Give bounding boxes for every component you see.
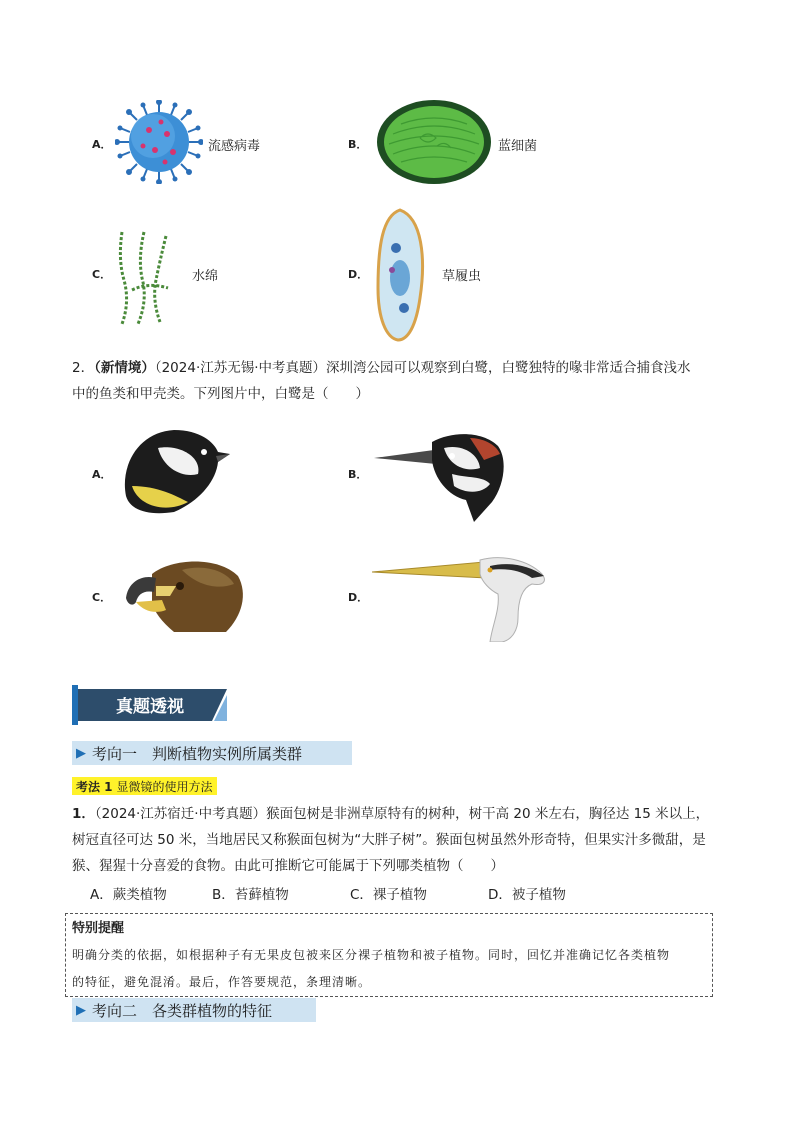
question-2-text: （2024·江苏无锡·中考真题）深圳湾公园可以观察到白鹭，白鹭独特的喙非常适合捕食浅水 (154, 360, 691, 376)
question-3-line-3: 猴、猩猩十分喜爱的食物。由此可推断它可能属于下列哪类植物（ ） (72, 858, 504, 874)
special-reminder-box (65, 913, 713, 997)
question-3-number: 1． (72, 806, 95, 822)
special-reminder-line-2: 的特征，避免混淆。最后，作答要规范，条理清晰。 (72, 975, 372, 989)
option-b-label: 蓝细菌 (498, 139, 538, 154)
question-2-number: 2． (72, 360, 95, 376)
special-reminder-line-1: 明确分类的依据，如根据种子有无果皮包被来区分裸子植物和被子植物。同时，回忆并准确记忆各类植物 (72, 948, 671, 962)
triangle-icon: ▶ (76, 1002, 86, 1018)
question-3-choices (0, 883, 794, 909)
bird-option-c-letter: C． (92, 591, 112, 604)
cyanobacteria-icon (375, 98, 493, 186)
triangle-icon: ▶ (76, 745, 86, 761)
bird-option-d-letter: D． (348, 591, 369, 604)
special-reminder-text (72, 942, 708, 996)
option-a-label: 流感病毒 (208, 139, 261, 154)
direction-2-title: 考向二 各类群植物的特征 (92, 1001, 273, 1020)
question-3-line-1 (72, 801, 709, 827)
option-b-letter: B． (348, 138, 368, 151)
option-d-letter: D． (348, 268, 369, 281)
question-2-line-2: 中的鱼类和甲壳类。下列图片中，白鹭是（ ） (72, 386, 369, 402)
method-label: 显微镜的使用方法 (116, 779, 213, 794)
special-reminder-title: 特别提醒 (72, 921, 125, 936)
option-c-letter: C． (92, 268, 112, 281)
option-a-letter: A． (92, 138, 112, 151)
choice-b[interactable]: B．苔藓植物 (212, 887, 289, 903)
choice-a[interactable]: A．蕨类植物 (90, 887, 167, 903)
choice-d[interactable]: D．被子植物 (488, 887, 566, 903)
question-2-line-1 (72, 355, 691, 381)
paramecium-icon (372, 208, 428, 342)
spirogyra-icon (108, 230, 178, 326)
eagle-head-icon (122, 556, 248, 632)
direction-2-heading (72, 998, 316, 1022)
method-highlight (72, 777, 217, 795)
direction-1-title: 考向一 判断植物实例所属类群 (92, 744, 303, 763)
egret-head-icon (372, 556, 550, 642)
option-c-label: 水绵 (192, 269, 219, 284)
question-3-text: （2024·江苏宿迁·中考真题）猴面包树是非洲草原特有的树种，树干高 20 米左右，胸径达 15 米以上， (94, 806, 710, 822)
bird-option-a-letter: A． (92, 468, 112, 481)
question-2-tag: （新情境） (94, 360, 155, 376)
influenza-virus-icon (115, 100, 203, 184)
tit-bird-head-icon (118, 426, 230, 516)
section-banner (72, 685, 227, 725)
option-d-label: 草履虫 (442, 269, 482, 284)
question-3-line-2: 树冠直径可达 50 米，当地居民又称猴面包树为“大胖子树”。猴面包树虽然外形奇特，但果实汁多微甜，是 (72, 832, 706, 848)
method-prefix: 考法 1 (76, 779, 113, 794)
bird-option-b-letter: B． (348, 468, 368, 481)
section-banner-title: 真题透视 (116, 697, 184, 717)
direction-1-heading (72, 741, 352, 765)
woodpecker-head-icon (374, 430, 508, 522)
choice-c[interactable]: C．裸子植物 (350, 887, 427, 903)
